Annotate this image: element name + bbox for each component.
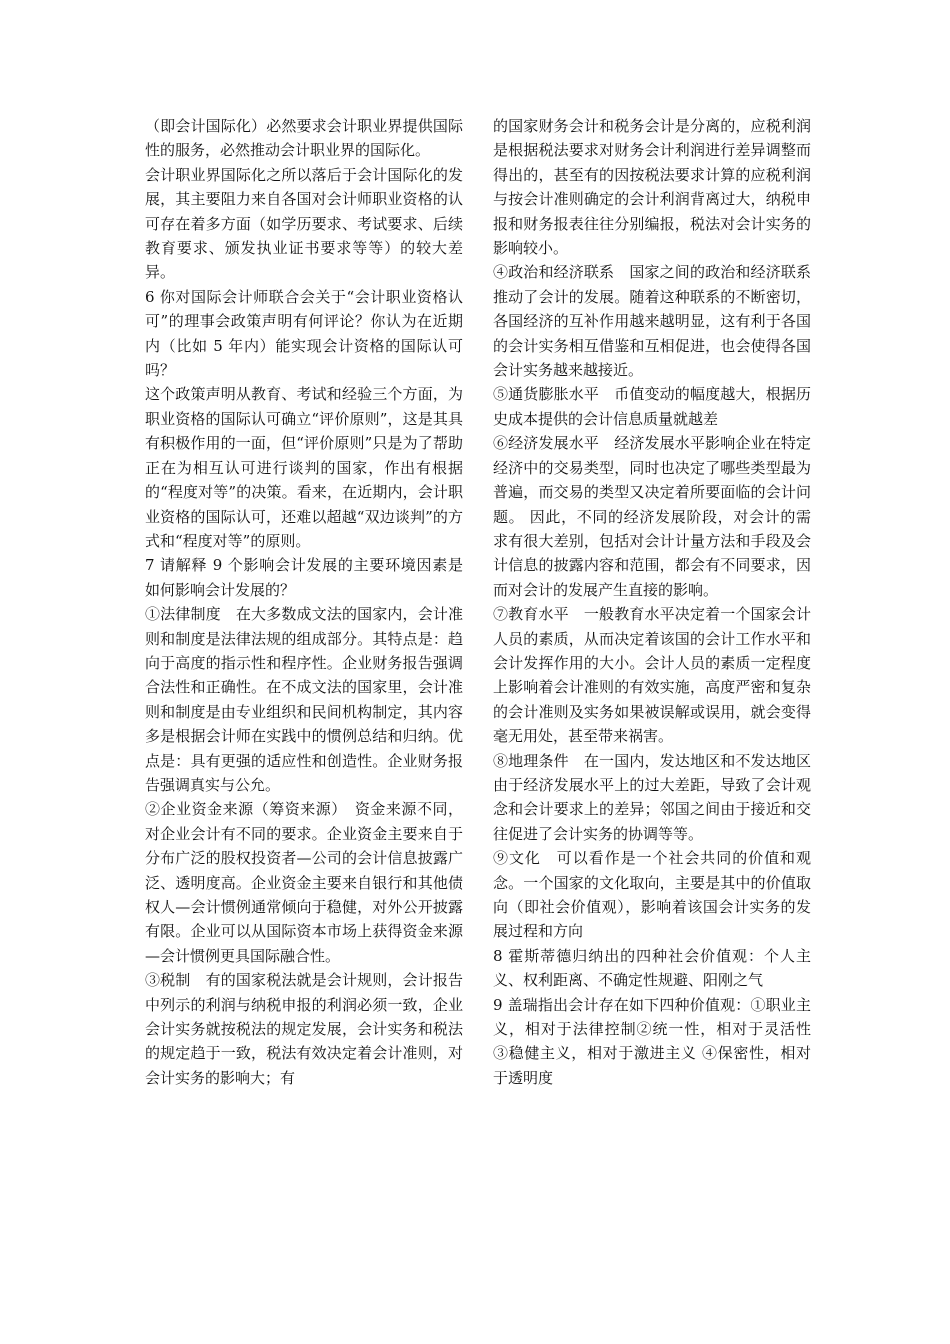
factor-taxation-continued: 的国家财务会计和税务会计是分离的，应税利润是根据税法要求对财务会计利润进行差异调整而得出的，甚至有的因按税法要求计算的应税利润与按会计准则确定的会计利润背离过大，纳税申报和财务报表往往分别编报，税法对会计实务的影响较小。: [493, 117, 811, 258]
factor-geography: ⑧地理条件 在一国内，发达地区和不发达地区由于经济发展水平上的过大差距，导致了会计观念和会计要求上的差异；邻国之间由于接近和交往促进了会计实务的协调等等。: [493, 751, 811, 843]
answer-6: 这个政策声明从教育、考试和经验三个方面，为职业资格的国际认可确立“评价原则”，这是其具有积极作用的一面，但“评价原则”只是为了帮助正在为相互认可进行谈判的国家，作出有根据的“程度对等”的决策。看来，在近期内，会计职业资格的国际认可，还难以超越“双边谈判”的方式和“程度对等”的原则。: [145, 385, 463, 550]
answer-9-gray: 9 盖瑞指出会计存在如下四种价值观：①职业主义，相对于法律控制②统一性，相对于灵活性 ③稳健主义，相对于激进主义 ④保密性，相对于透明度: [493, 995, 816, 1087]
left-column: [145, 114, 463, 1090]
paragraph-profession-lag: 会计职业界国际化之所以落后于会计国际化的发展，其主要阻力来自各国对会计师职业资格的认可存在着多方面（如学历要求、考试要求、后续教育要求、颁发执业证书要求等等）的较大差异。: [145, 165, 463, 282]
factor-economic-development: ⑥经济发展水平 经济发展水平影响企业在特定经济中的交易类型，同时也决定了哪些类型最为普遍，而交易的类型又决定着所要面临的会计问题。 因此，不同的经济发展阶段，对会计的需求有很大差别，包括对会计计量方法和手段及会计信息的披露内容和范围，都会有不同要求，因而对会计的发展产生直接的影响。: [493, 434, 811, 599]
factor-political-economic-ties: ④政治和经济联系 国家之间的政治和经济联系推动了会计的发展。随着这种联系的不断密切，各国经济的互补作用越来越明显，这有利于各国的会计实务相互借鉴和互相促进，也会使得各国会计实务越来越接近。: [493, 263, 811, 380]
factor-financing-source: ②企业资金来源（筹资来源） 资金来源不同，对企业会计有不同的要求。企业资金主要来自于分布广泛的股权投资者—公司的会计信息披露广泛、透明度高。企业资金主要来自银行和其他债权人—会计惯例通常倾向于稳健，对外公开披露有限。企业可以从国际资本市场上获得资金来源—会计惯例更具国际融合性。: [145, 800, 463, 965]
factor-legal-system: ①法律制度 在大多数成文法的国家内，会计准则和制度是法律法规的组成部分。其特点是：趋向于高度的指示性和程序性。企业财务报告强调合法性和正确性。在不成文法的国家里，会计准则和制度是由专业组织和民间机构制定，其内容多是根据会计师在实践中的惯例总结和归纳。优点是：具有更强的适应性和创造性。企业财务报告强调真实与公允。: [145, 605, 463, 794]
answer-8-hofstede: 8 霍斯蒂德归纳出的四种社会价值观：个人主义、权利距离、不确定性规避、阳刚之气: [493, 946, 811, 990]
paragraph-intl-demand: （即会计国际化）必然要求会计职业界提供国际性的服务，必然推动会计职业界的国际化。: [145, 117, 463, 160]
factor-culture: ⑨文化 可以看作是一个社会共同的价值和观念。一个国家的文化取向，主要是其中的价值取向（即社会价值观），影响着该国会计实务的发展过程和方向: [493, 849, 811, 941]
question-7: 7 请解释 9 个影响会计发展的主要环境因素是如何影响会计发展的？: [145, 556, 463, 599]
factor-education: ⑦教育水平 一般教育水平决定着一个国家会计人员的素质，从而决定着该国的会计工作水平和会计发挥作用的大小。会计人员的素质一定程度上影响着会计准则的有效实施，高度严密和复杂的会计准则及实务如果被误解或误用，就会变得毫无用处，甚至带来祸害。: [493, 605, 811, 746]
factor-taxation: ③税制 有的国家税法就是会计规则，会计报告中列示的利润与纳税申报的利润必须一致，企业会计实务就按税法的规定发展，会计实务和税法的规定趋于一致，税法有效决定着会计准则，对会计实务的影响大；有: [145, 971, 463, 1087]
right-column: [493, 114, 816, 1090]
question-6: 6 你对国际会计师联合会关于“会计职业资格认可”的理事会政策声明有何评论？你认为在近期内（比如 5 年内）能实现会计资格的国际认可吗？: [145, 287, 463, 380]
factor-inflation: ⑤通货膨胀水平 币值变动的幅度越大，根据历史成本提供的会计信息质量就越差: [493, 385, 811, 428]
